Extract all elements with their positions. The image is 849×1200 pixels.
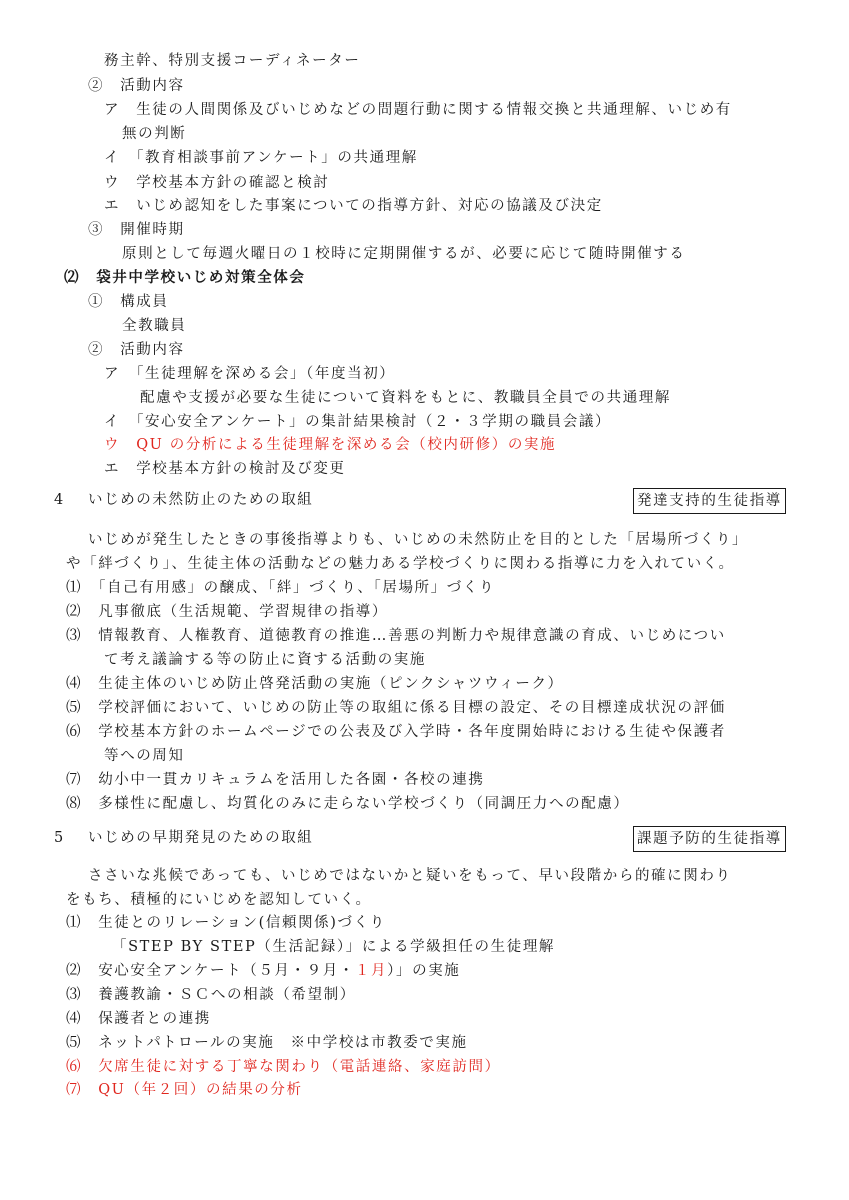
activity2-i: イ 「安心安全アンケート」の集計結果検討（２・３学期の職員会議） [104, 414, 612, 430]
survey-text-post: ）」の実施 [387, 963, 461, 979]
members-continuation: 務主幹、特別支援コーディネーター [104, 53, 361, 69]
list-item: ⑶ 情報教育、人権教育、道徳教育の推進…善悪の判断力や規律意識の育成、いじめについ [66, 628, 726, 644]
list-item-cont: て考え議論する等の防止に資する活動の実施 [104, 652, 426, 668]
subheading-activities: ② 活動内容 [88, 78, 185, 94]
section5-title: いじめの早期発見のための取組 [88, 830, 314, 846]
list-item: ⑸ 学校評価において、いじめの防止等の取組に係る目標の設定、その目標達成状況の評価 [66, 700, 726, 716]
list-item: ⑷ 生徒主体のいじめ防止啓発活動の実施（ピンクシャツウィーク） [66, 676, 564, 692]
activity2-a-text: 配慮や支援が必要な生徒について資料をもとに、教職員全員での共通理解 [140, 390, 672, 406]
list-item: ⑶ 養護教諭・ＳＣへの相談（希望制） [66, 987, 356, 1003]
council-heading: ⑵ 袋井中学校いじめ対策全体会 [64, 270, 306, 286]
section4-intro-2: や「絆づくり」、生徒主体の活動などの魅力ある学校づくりに関わる指導に力を入れていく。 [66, 556, 735, 572]
section5-intro-1: ささいな兆候であっても、いじめではないかと疑いをもって、早い段階から的確に関わり [88, 868, 732, 884]
section5-number: 5 [54, 830, 65, 846]
section4-title: いじめの未然防止のための取組 [88, 492, 314, 508]
section4-badge: 発達支持的生徒指導 [633, 488, 786, 514]
list-item: ⑴ 生徒とのリレーション(信頼関係)づくり [66, 915, 386, 931]
activity2-e: エ 学校基本方針の検討及び変更 [104, 461, 346, 477]
list-item: ⑷ 保護者との連携 [66, 1011, 211, 1027]
activity-u: ウ 学校基本方針の確認と検討 [104, 175, 330, 191]
list-item: ⑹ 学校基本方針のホームページでの公表及び入学時・各年度開始時における生徒や保護者 [66, 724, 726, 740]
subheading-schedule: ③ 開催時期 [88, 222, 185, 238]
subheading-activities-2: ② 活動内容 [88, 342, 185, 358]
list-item: ⑺ 幼小中一貫カリキュラムを活用した各園・各校の連携 [66, 772, 485, 788]
list-item: ⑴ 「自己有用感」の醸成、「絆」づくり、「居場所」づくり [66, 580, 496, 596]
list-item: ⑸ ネットパトロールの実施 ※中学校は市教委で実施 [66, 1035, 468, 1051]
subheading-members: ① 構成員 [88, 294, 169, 310]
members-text: 全教職員 [122, 318, 187, 334]
section5-intro-2: をもち、積極的にいじめを認知していく。 [66, 892, 372, 908]
list-item: ⑻ 多様性に配慮し、均質化のみに走らない学校づくり（同調圧力への配慮） [66, 796, 630, 812]
list-item: ⑵ 凡事徹底（生活規範、学習規律の指導） [66, 604, 388, 620]
section4-number: 4 [54, 492, 65, 508]
activity-e: エ いじめ認知をした事案についての指導方針、対応の協議及び決定 [104, 198, 603, 214]
activity-i: イ 「教育相談事前アンケート」の共通理解 [104, 150, 418, 166]
activity-a-line1: ア 生徒の人間関係及びいじめなどの問題行動に関する情報交換と共通理解、いじめ有 [104, 102, 732, 118]
list-item: ⑺ QU（年２回）の結果の分析 [66, 1082, 303, 1098]
activity2-a: ア 「生徒理解を深める会」（年度当初） [104, 366, 396, 382]
section5-badge: 課題予防的生徒指導 [633, 826, 786, 852]
activity-a-line2: 無の判断 [122, 126, 187, 142]
list-item [66, 961, 460, 981]
survey-month-january: １月 [354, 963, 388, 979]
list-item-sub: 「STEP BY STEP（生活記録）」による学級担任の生徒理解 [112, 939, 556, 955]
activity2-u: ウ QU の分析による生徒理解を深める会（校内研修）の実施 [104, 437, 557, 453]
list-item-cont: 等への周知 [104, 748, 185, 764]
schedule-text: 原則として毎週火曜日の１校時に定期開催するが、必要に応じて随時開催する [122, 246, 686, 262]
list-item: ⑹ 欠席生徒に対する丁寧な関わり（電話連絡、家庭訪問） [66, 1059, 501, 1075]
survey-text-pre: ⑵ 安心安全アンケート（５月・９月・ [66, 963, 355, 979]
section4-intro-1: いじめが発生したときの事後指導よりも、いじめの未然防止を目的とした「居場所づくり」 [88, 532, 749, 548]
